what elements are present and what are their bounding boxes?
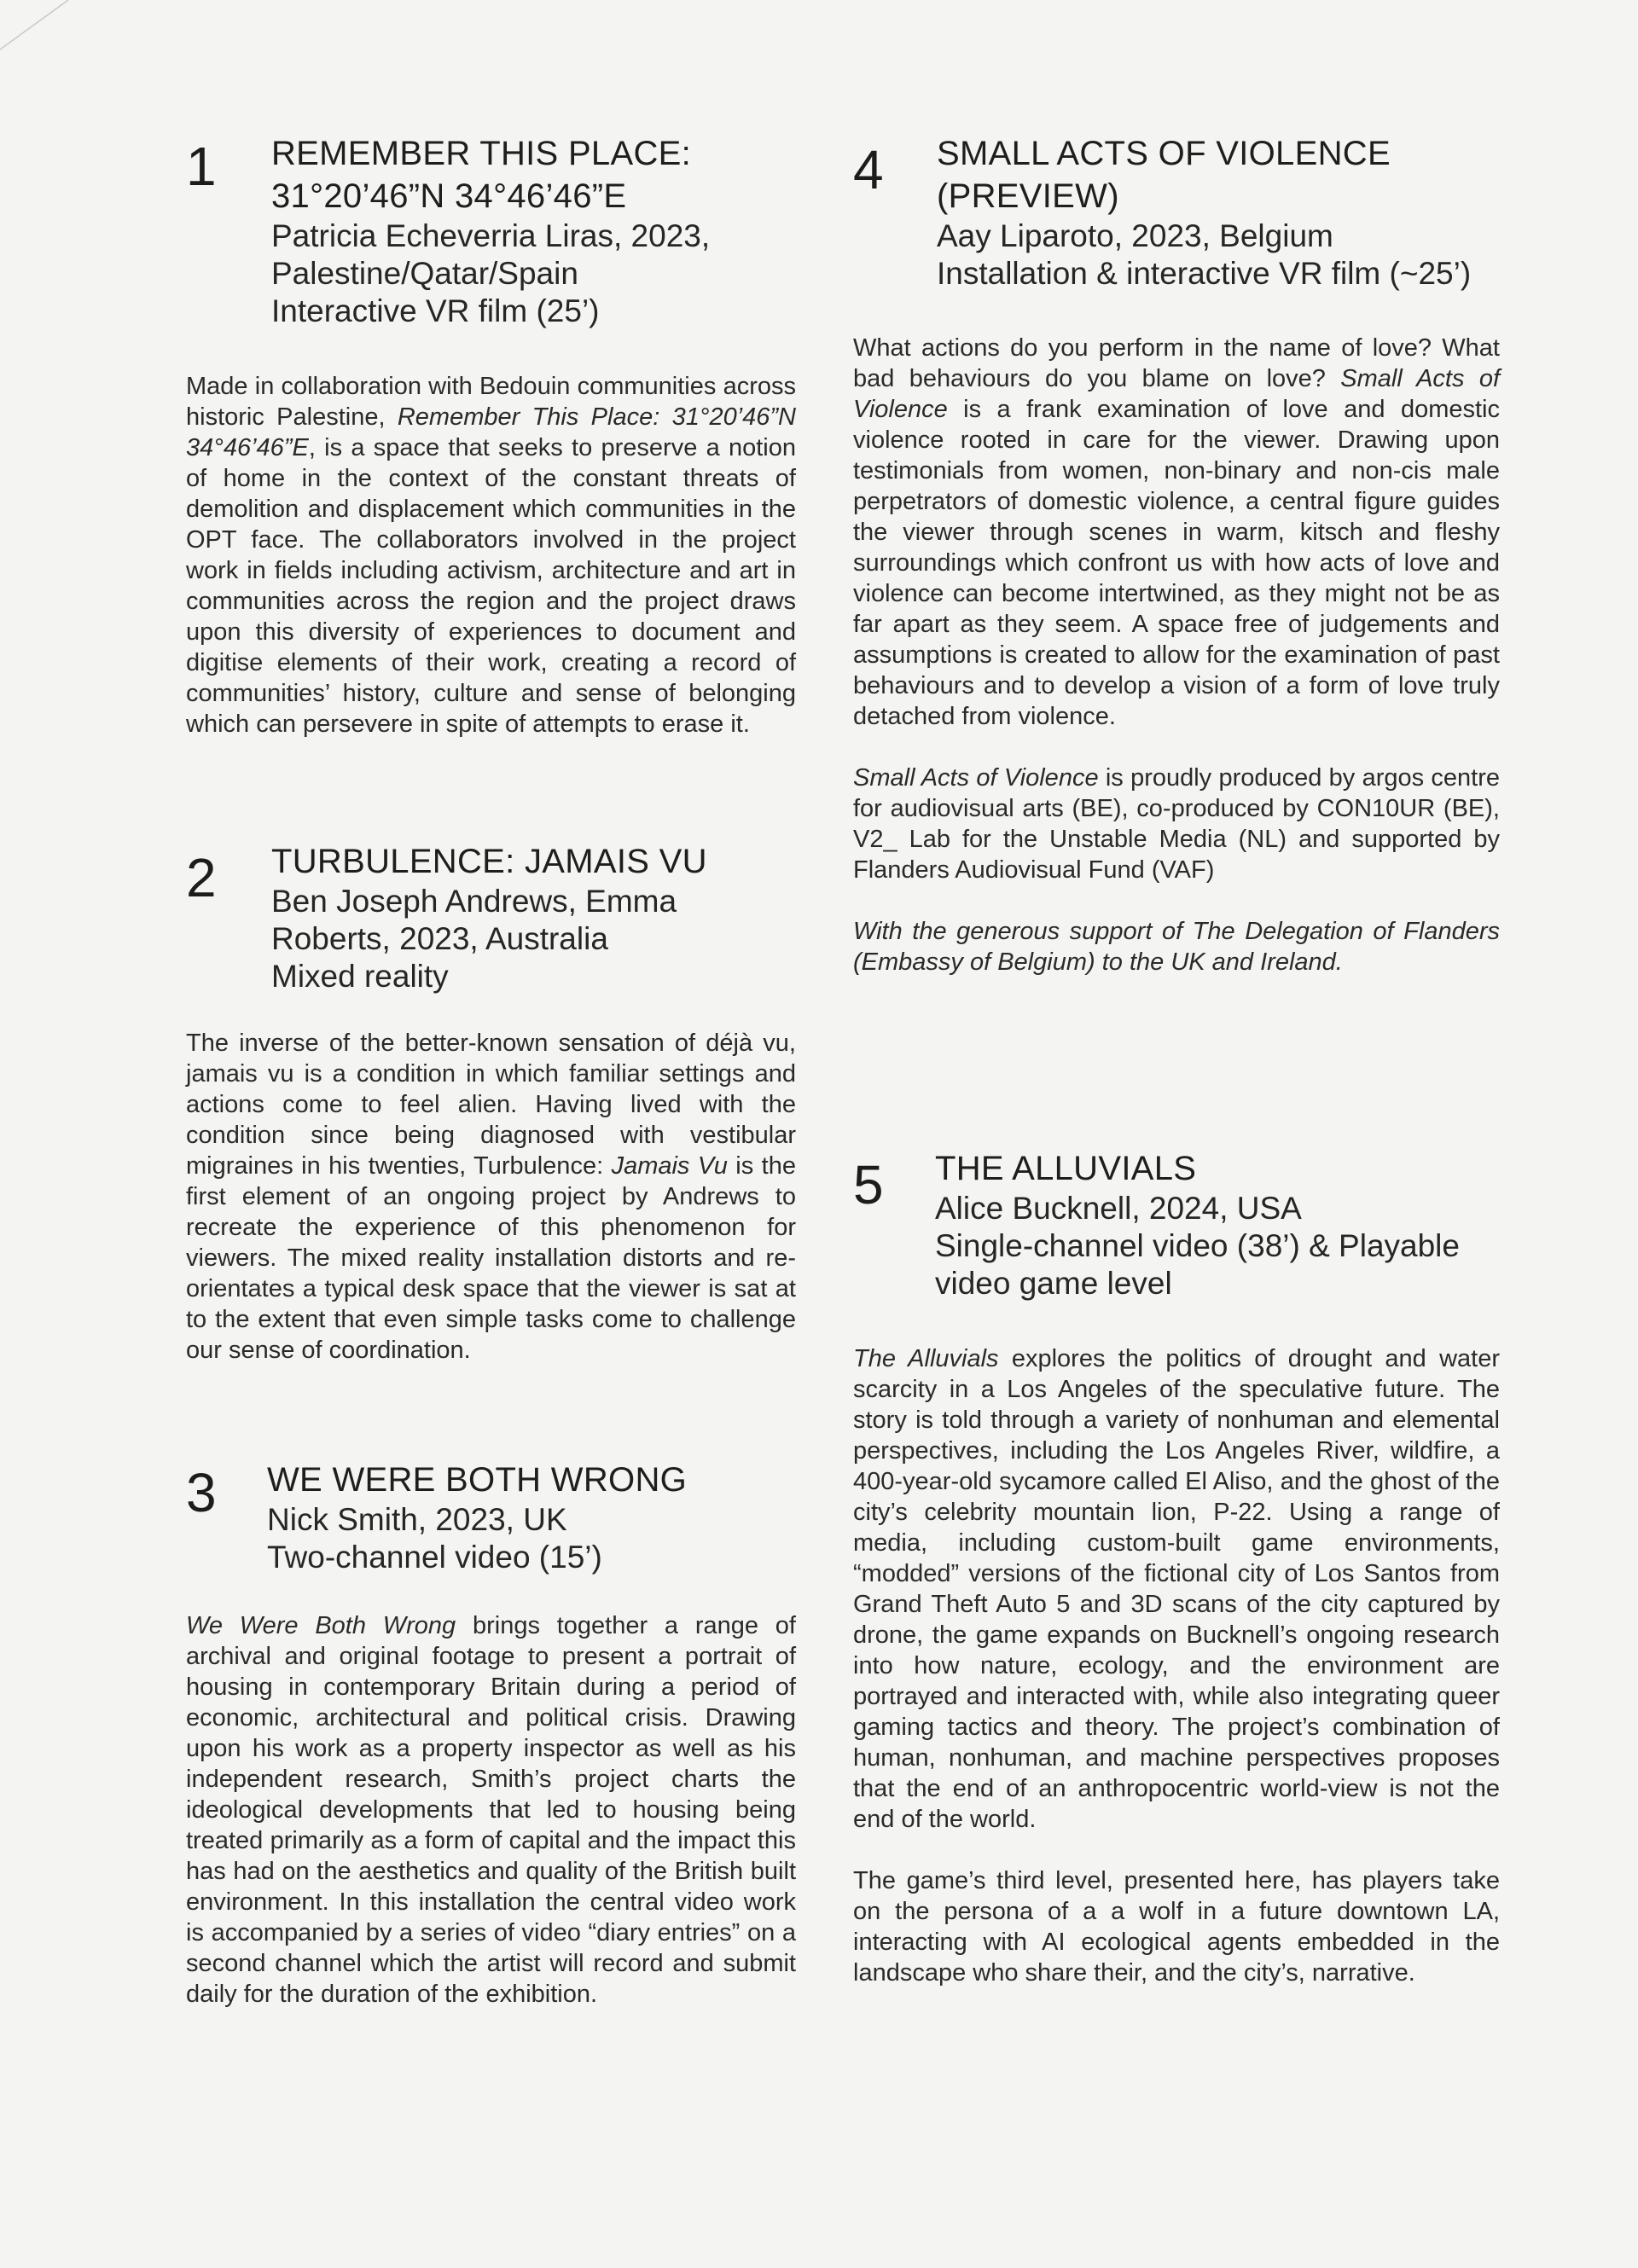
- text-run: Made in collaboration with Bedouin communities across historic Palestine,: [186, 373, 796, 431]
- paper-corner-crease: [0, 0, 102, 51]
- text-run: explores the politics of drought and water scarcity in a Los Angeles of the speculative future. The story is told through a variety of nonhuman and elemental perspectives, including the Los Angeles River, wildfire, a 400-year-old sycamore called El Aliso, and the ghost of the city’s celebrity mountain lion, P-22. Using a range of media, including custom-built game environments, “modded” versions of the fictional city of Los Santos from Grand Theft Auto 5 and 3D scans of the city captured by drone, the game expands on Bucknell’s ongoing research into how nature, ecology, and the environment are portrayed and interacted with, while also integrating queer gaming tactics and theory. The project’s combination of human, nonhuman, and machine perspectives proposes that the end of an anthropocentric world-view is not the end of the world.: [853, 1345, 1501, 1833]
- text-run: , is a space that seeks to preserve a notion of home in the context of the constant threats of demolition and displacement which communities in the OPT face. The collaborators involved in the project work in fields including activism, architecture and art in communities across the region and the project draws upon this diversity of experiences to document and digitise elements of their work, creating a record of communities’ history, culture and sense of belonging which can persevere in spite of attempts to erase it.: [186, 434, 796, 738]
- description-paragraph: [853, 763, 1500, 885]
- entry-title: REMEMBER THIS PLACE: 31°20’46”N 34°46’46”E: [271, 135, 692, 215]
- entry-description: [186, 371, 796, 770]
- text-run: The game’s third level, presented here, has players take on the persona of a a wolf in a future downtown LA, interacting with AI ecological agents embedded in the landscape who share their, and the city’s, narrative.: [853, 1867, 1500, 1987]
- entry-title: TURBULENCE: JAMAIS VU: [271, 843, 707, 880]
- italic-text-run: The Alluvials: [853, 1345, 999, 1372]
- entry-meta: Nick Smith, 2023, UK Two-channel video (15’): [267, 1502, 602, 1575]
- entry-meta: Ben Joseph Andrews, Emma Roberts, 2023, Australia Mixed reality: [271, 884, 677, 994]
- description-paragraph: [853, 333, 1500, 732]
- description-paragraph: [186, 1028, 796, 1366]
- description-paragraph: [853, 1865, 1500, 1988]
- entry-meta: Patricia Echeverria Liras, 2023, Palestine/Qatar/Spain Interactive VR film (25’): [271, 218, 711, 328]
- text-run: is a frank examination of love and domestic violence rooted in care for the viewer. Drawing upon testimonials from women, non-binary and non-cis male perpetrators of domestic violence, a central figure guides the viewer through scenes in warm, kitsch and fleshy surroundings which confront us with how acts of love and violence can become intertwined, as they might not be as far apart as they seem. A space free of judgements and assumptions is created to allow for the examination of past behaviours and to develop a vision of a form of love truly detached from violence.: [853, 396, 1500, 730]
- italic-text-run: We Were Both Wrong: [186, 1612, 456, 1639]
- entry-meta: Aay Liparoto, 2023, Belgium Installation & interactive VR film (~25’): [937, 218, 1472, 291]
- italic-text-run: Small Acts of Violence: [853, 365, 1500, 423]
- entry-number: 3: [186, 1462, 217, 1523]
- italic-text-run: With the generous support of The Delegation of Flanders (Embassy of Belgium) to the UK and Ireland.: [853, 918, 1500, 976]
- text-run: The inverse of the better-known sensation of déjà vu, jamais vu is a condition in which familiar settings and actions come to feel alien. Having lived with the condition since being diagnosed with vestibular migraines in his twenties, Turbulence:: [186, 1030, 796, 1180]
- text-run: brings together a range of archival and original footage to present a portrait of housing in contemporary Britain during a period of economic, architectural and political crisis. Drawing upon his work as a property inspector as well as his independent research, Smith’s project charts the ideological developments that led to housing being treated primarily as a form of capital and the impact this has had on the aesthetics and quality of the British built environment. In this installation the central video work is accompanied by a series of video “diary entries” on a second channel which the artist will record and submit daily for the duration of the exhibition.: [186, 1612, 796, 2008]
- entry-number: 1: [186, 136, 217, 197]
- entry-title: SMALL ACTS OF VIOLENCE (PREVIEW): [937, 135, 1391, 215]
- italic-text-run: Remember This Place: 31°20’46”N 34°46’46”E: [186, 403, 796, 461]
- entry-description: [186, 1028, 796, 1396]
- entry-meta: Alice Bucknell, 2024, USA Single-channel video (38’) & Playable video game level: [935, 1191, 1460, 1301]
- description-paragraph: [853, 1343, 1500, 1835]
- entry-description: [186, 1610, 796, 2040]
- entry-number: 5: [853, 1154, 884, 1215]
- description-paragraph: [186, 371, 796, 740]
- entry-description: [853, 1343, 1500, 2019]
- text-run: What actions do you perform in the name of love? What bad behaviours do you blame on love?: [853, 334, 1500, 392]
- text-run: is proudly produced by argos centre for audiovisual arts (BE), co-produced by CON10UR (BE), V2_ Lab for the Unstable Media (NL) and supported by Flanders Audiovisual Fund (VAF): [853, 764, 1500, 884]
- entry-number: 4: [853, 139, 884, 200]
- entry-title: WE WERE BOTH WRONG: [267, 1461, 688, 1499]
- entry-description: [853, 333, 1500, 1008]
- italic-text-run: Small Acts of Violence: [853, 764, 1099, 792]
- entry-title: THE ALLUVIALS: [935, 1150, 1197, 1187]
- entry-number: 2: [186, 847, 217, 908]
- text-run: is the first element of an ongoing project by Andrews to recreate the experience of this phenomenon for viewers. The mixed reality installation distorts and re-orientates a typical desk space that the viewer is sat at to the extent that even simple tasks come to challenge our sense of coordination.: [186, 1152, 796, 1364]
- description-paragraph: [186, 1610, 796, 2010]
- italic-text-run: Jamais Vu: [611, 1152, 728, 1180]
- description-paragraph: [853, 916, 1500, 977]
